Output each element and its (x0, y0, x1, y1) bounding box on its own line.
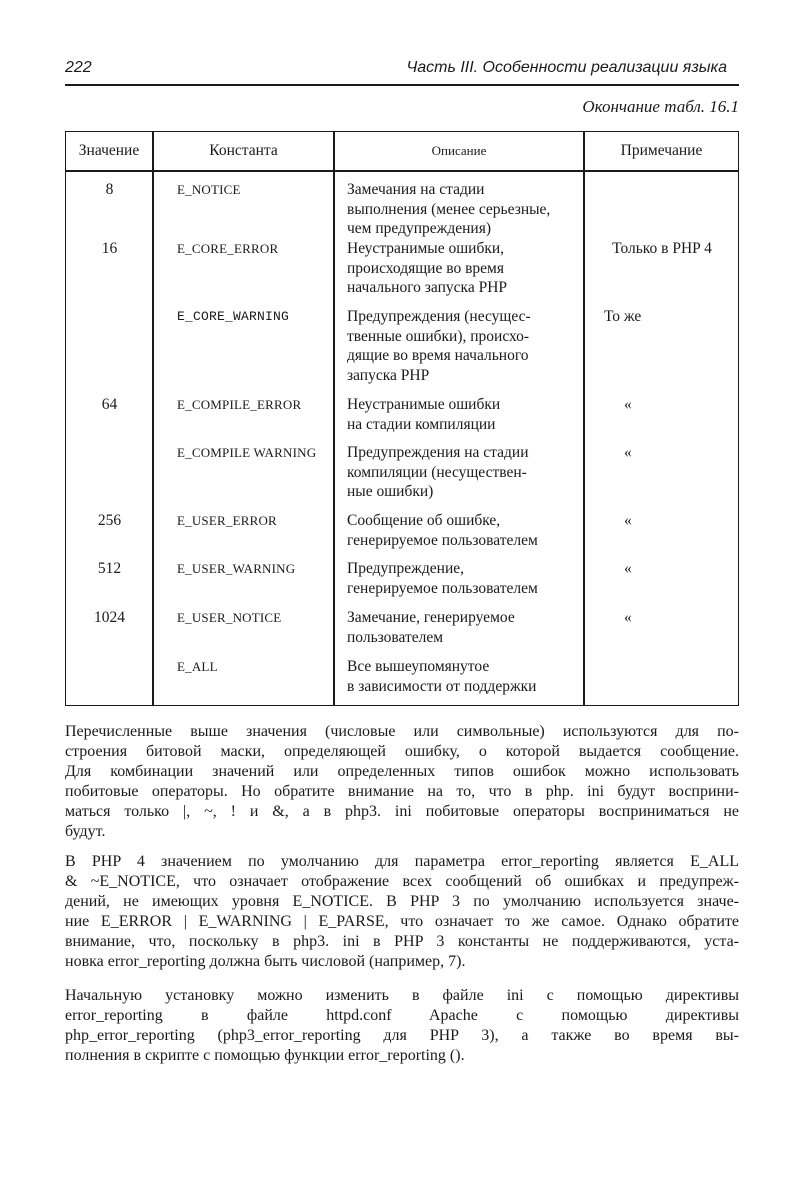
paragraph-line: ние E_ERROR | E_WARNING | E_PARSE, что означает то же самое. Однако обратите (65, 913, 739, 930)
cell-value: 16 (101, 240, 118, 257)
cell-value: 256 (97, 512, 122, 529)
cell-note: « (624, 396, 632, 413)
paragraph-line: Начальную установку можно изменить в файле ini с помощью директивы (65, 987, 739, 1004)
cell-description: Замечание, генерируемое пользователем (347, 609, 515, 646)
cell-constant: E_COMPILE WARNING (177, 445, 317, 460)
cell-description: Неустранимые ошибки, происходящие во время начального запуска PHP (347, 240, 508, 296)
cell-constant: E_CORE_WARNING (177, 309, 290, 324)
cell-constant: E_USER_NOTICE (177, 610, 282, 625)
column-header-description: Описание (431, 143, 487, 158)
table-caption: Окончание табл. 16.1 (582, 97, 739, 116)
cell-value: 1024 (94, 609, 125, 626)
column-divider (583, 132, 585, 705)
cell-description: Замечания на стадии выполнения (менее серьезные, чем предупреждения) (347, 181, 551, 237)
column-header-note: Примечание (620, 142, 703, 159)
cell-description: Сообщение об ошибке, генерируемое пользователем (347, 512, 538, 549)
cell-value: 8 (105, 181, 114, 198)
paragraph-line: будут. (65, 823, 106, 840)
paragraph-line: побитовые операторы. Но обратите внимание на то, что в php. ini будут восприни- (65, 783, 739, 800)
paragraph-line: & ~E_NOTICE, что означает отображение всех сообщений об ошибках и предупреж- (65, 873, 739, 890)
cell-description: Предупреждение, генерируемое пользователем (347, 560, 538, 597)
paragraph-line: внимание, что, поскольку в php3. ini в PHP 3 константы не поддерживаются, уста- (65, 933, 739, 950)
cell-constant: E_NOTICE (177, 182, 241, 197)
cell-note: « (624, 444, 632, 461)
paragraph-line: маться только |, ~, ! и &, а в php3. ini побитовые операторы восприниматься не (65, 803, 739, 820)
column-header-value: Значение (78, 142, 140, 159)
cell-note: То же (604, 308, 642, 325)
cell-constant: E_CORE_ERROR (177, 241, 279, 256)
cell-description: Неустранимые ошибки на стадии компиляции (347, 396, 501, 433)
paragraph-line: Перечисленные выше значения (числовые или символьные) используются для по- (65, 723, 739, 740)
cell-constant: E_ALL (177, 659, 218, 674)
cell-constant: E_USER_WARNING (177, 561, 296, 576)
column-header-constant: Константа (209, 142, 278, 159)
cell-note: « (624, 609, 632, 626)
cell-value: 64 (101, 396, 118, 413)
page-number: 222 (65, 59, 92, 76)
cell-description: Все вышеупомянутое в зависимости от поддержки (347, 658, 537, 695)
paragraph-line: php_error_reporting (php3_error_reporting для PHP 3), а также во время вы- (65, 1027, 739, 1044)
constants-table (65, 131, 739, 706)
header-row-divider (66, 170, 738, 172)
paragraph-line: В PHP 4 значением по умолчанию для параметра error_reporting является E_ALL (65, 853, 739, 870)
header-rule (65, 84, 739, 86)
paragraph-line: полнения в скрипте с помощью функции error_reporting (). (65, 1047, 465, 1064)
paragraph-line: дений, не имеющих уровня E_NOTICE. В PHP 3 по умолчанию используется значе- (65, 893, 739, 910)
cell-value: 512 (97, 560, 122, 577)
paragraph-line: Для комбинации значений или определенных типов ошибок можно использовать (65, 763, 739, 780)
paragraph-line: строения битовой маски, определяющей ошибку, о которой выдается сообщение. (65, 743, 739, 760)
cell-note: « (624, 560, 632, 577)
cell-note: Только в PHP 4 (612, 240, 712, 257)
column-divider (333, 132, 335, 705)
cell-description: Предупреждения (несущес- твенные ошибки), происхо- дящие во время начального запуска PHP (347, 308, 531, 384)
cell-note: « (624, 512, 632, 529)
paragraph-line: error_reporting в файле httpd.conf Apache с помощью директивы (65, 1007, 739, 1024)
cell-description: Предупреждения на стадии компиляции (несуществен- ные ошибки) (347, 444, 529, 500)
paragraph-line: новка error_reporting должна быть числовой (например, 7). (65, 953, 466, 970)
running-title: Часть III. Особенности реализации языка (406, 59, 727, 76)
cell-constant: E_COMPILE_ERROR (177, 397, 302, 412)
cell-constant: E_USER_ERROR (177, 513, 277, 528)
